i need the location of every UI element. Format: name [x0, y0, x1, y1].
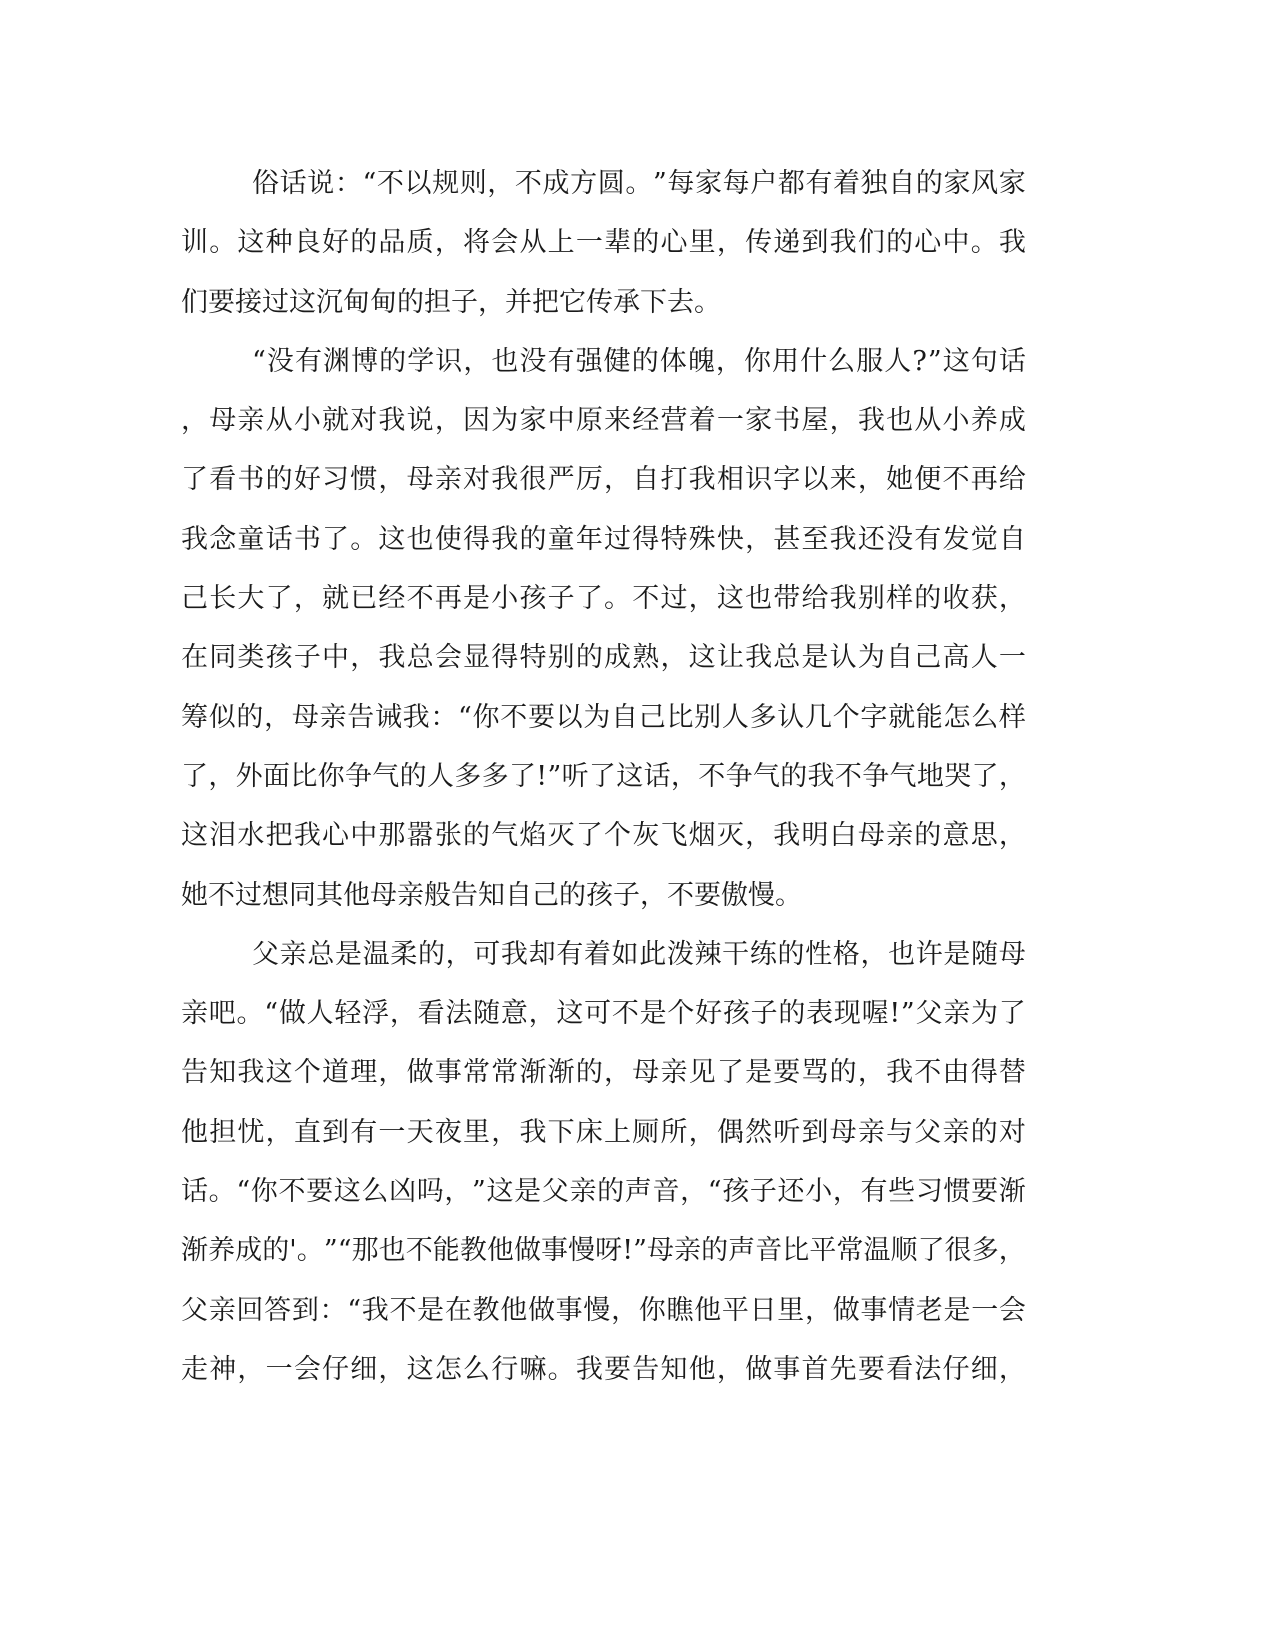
- text-line: 渐 养 成 的 ' 。 ” “ 那 也 不 能 教 他 做 事 慢 呀 ! ” 母 亲 的 声 音 比 平 常 温 顺 了 很 多 ，: [181, 1235, 1026, 1267]
- text-line: 话 。 “ 你 不 要 这 么 凶 吗 ， ” 这 是 父 亲 的 声 音 ， “ 孩 子 还 小 ， 有 些 习 惯 要 渐: [181, 1176, 1026, 1208]
- text-line: 她不过想同其他母亲般告知自己的孩子，不要傲慢。: [181, 879, 802, 911]
- text-line: 己 长 大 了 ， 就 已 经 不 再 是 小 孩 子 了 。 不 过 ， 这 也 带 给 我 别 样 的 收 获 ，: [181, 583, 1026, 615]
- text-line: 了 看 书 的 好 习 惯 ， 母 亲 对 我 很 严 厉 ， 自 打 我 相 识 字 以 来 ， 她 便 不 再 给: [181, 464, 1026, 496]
- text-line: 走 神 ， 一 会 仔 细 ， 这 怎 么 行 嘛 。 我 要 告 知 他 ， 做 事 首 先 要 看 法 仔 细 ，: [181, 1353, 1026, 1385]
- text-line: 了 ， 外 面 比 你 争 气 的 人 多 多 了 ! ” 听 了 这 话 ， 不 争 气 的 我 不 争 气 地 哭 了 ，: [181, 760, 1026, 792]
- text-line: 筹 似 的 ， 母 亲 告 诫 我 ： “ 你 不 要 以 为 自 己 比 别 人 多 认 几 个 字 就 能 怎 么 样: [181, 701, 1026, 733]
- body-text: [181, 161, 1026, 1406]
- text-line: 父 亲 总 是 温 柔 的 ， 可 我 却 有 着 如 此 泼 辣 干 练 的 性 格 ， 也 许 是 随 母: [252, 938, 1026, 970]
- text-line: 训 。 这 种 良 好 的 品 质 ， 将 会 从 上 一 辈 的 心 里 ， 传 递 到 我 们 的 心 中 。 我: [181, 227, 1026, 259]
- text-line: 他 担 忧 ， 直 到 有 一 天 夜 里 ， 我 下 床 上 厕 所 ， 偶 然 听 到 母 亲 与 父 亲 的 对: [181, 1116, 1026, 1148]
- text-line: 告 知 我 这 个 道 理 ， 做 事 常 常 渐 渐 的 ， 母 亲 见 了 是 要 骂 的 ， 我 不 由 得 替: [181, 1057, 1026, 1089]
- text-line: ， 母 亲 从 小 就 对 我 说 ， 因 为 家 中 原 来 经 营 着 一 家 书 屋 ， 我 也 从 小 养 成: [181, 405, 1026, 437]
- text-line: 们要接过这沉甸甸的担子，并把它传承下去。: [181, 286, 721, 318]
- text-line: 我 念 童 话 书 了 。 这 也 使 得 我 的 童 年 过 得 特 殊 快 ， 甚 至 我 还 没 有 发 觉 自: [181, 523, 1026, 555]
- text-line: 在 同 类 孩 子 中 ， 我 总 会 显 得 特 别 的 成 熟 ， 这 让 我 总 是 认 为 自 己 高 人 一: [181, 642, 1026, 674]
- text-line: 父 亲 回 答 到 ： “ 我 不 是 在 教 他 做 事 慢 ， 你 瞧 他 平 日 里 ， 做 事 情 老 是 一 会: [181, 1294, 1026, 1326]
- text-line: “ 没 有 渊 博 的 学 识 ， 也 没 有 强 健 的 体 魄 ， 你 用 什 么 服 人 ? ” 这 句 话: [252, 345, 1026, 377]
- text-line: 俗 话 说 ： “ 不 以 规 则 ， 不 成 方 圆 。 ” 每 家 每 户 都 有 着 独 自 的 家 风 家: [252, 168, 1026, 199]
- text-line: 这 泪 水 把 我 心 中 那 嚣 张 的 气 焰 灭 了 个 灰 飞 烟 灭 ， 我 明 白 母 亲 的 意 思 ，: [181, 820, 1026, 852]
- text-line: 亲 吧 。 “ 做 人 轻 浮 ， 看 法 随 意 ， 这 可 不 是 个 好 孩 子 的 表 现 喔 ! ” 父 亲 为 了: [181, 998, 1026, 1030]
